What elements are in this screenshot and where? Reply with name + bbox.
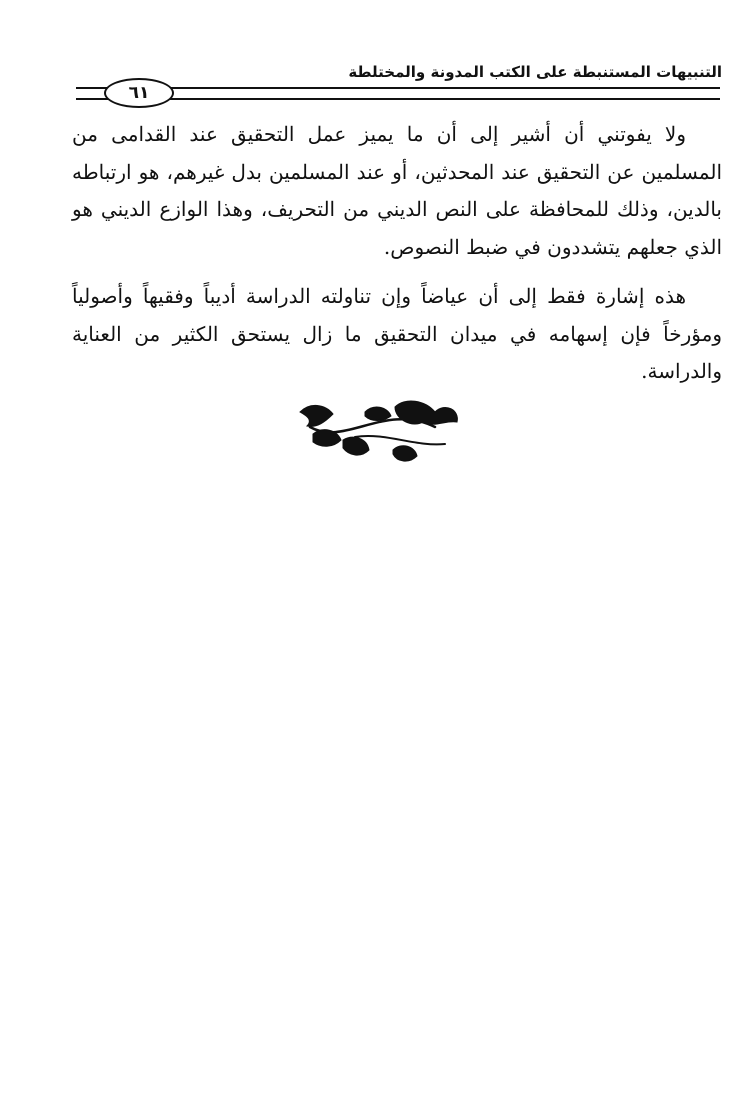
header-rule-bottom — [76, 98, 720, 100]
page-number-badge: ٦١ — [104, 78, 174, 108]
floral-ornament-icon — [295, 392, 465, 472]
paragraph-1: ولا يفوتني أن أشير إلى أن ما يميز عمل التحقيق عند القدامى من المسلمين عن التحقيق عند المحدثين، أو عند المسلمين بدل غيرهم، هو ارتباطه بالدين، وذلك للمحافظة على النص الديني من التحريف، وهذا الوازع الديني هو الذي جعلهم يتشددون في ضبط النصوص. — [72, 122, 722, 259]
paragraph-2: هذه إشارة فقط إلى أن عياضاً وإن تناولته الدراسة أديباً وفقيهاً وأصولياً ومؤرخاً فإن إسهامه في ميدان التحقيق ما زال يستحق الكثير من العناية والدراسة. — [72, 284, 723, 383]
body-text — [72, 116, 722, 403]
running-header-title: التنبيهات المستنبطة على الكتب المدونة والمختلطة — [348, 63, 722, 81]
